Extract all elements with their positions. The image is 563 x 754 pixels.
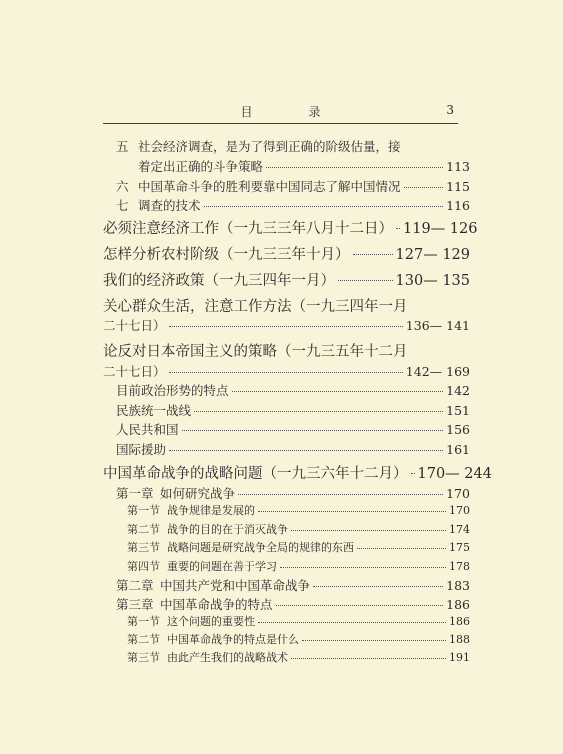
toc-entry — [103, 340, 470, 361]
dot-leader — [411, 473, 415, 474]
dot-leader — [169, 450, 443, 451]
dot-leader — [169, 326, 403, 327]
toc-entry-page: 178 — [449, 560, 470, 573]
toc-entry-number: 第一章 — [116, 486, 154, 501]
toc-entry — [103, 295, 470, 316]
toc-entry — [127, 558, 470, 574]
toc-entry-title: 怎样分析农村阶级（一九三三年十月） — [103, 247, 350, 263]
toc-entry-number: 第二节 — [127, 523, 160, 536]
toc-entry-title: 重要的问题在善于学习 — [167, 560, 277, 573]
toc-entry — [103, 243, 470, 264]
dot-leader — [404, 187, 444, 188]
toc-entry-page: 186 — [446, 597, 470, 612]
dot-leader — [182, 430, 444, 431]
toc-entry-title: 我们的经济政策（一九三四年一月） — [103, 273, 335, 289]
toc-entry-page: 170 — [449, 504, 470, 517]
toc-entry-page: 151 — [446, 403, 470, 418]
toc-entry-number: 第一节 — [127, 504, 160, 517]
toc-entry-page: 115 — [446, 179, 470, 194]
toc-entry-page: 156 — [446, 422, 470, 437]
toc-entry-page: 174 — [449, 523, 470, 536]
page-number: 3 — [446, 103, 454, 117]
dot-leader — [238, 494, 443, 495]
toc-entry — [116, 576, 470, 594]
toc-entry — [127, 502, 470, 518]
toc-entry-title: 人民共和国 — [116, 422, 179, 437]
toc-entry — [116, 420, 470, 438]
toc-entry-title: 战争的目的在于消灭战争 — [167, 523, 288, 536]
toc-entry-title: 中国革命战争的特点是什么 — [167, 633, 299, 646]
dot-leader — [276, 605, 444, 606]
toc-entry-page: 127— 129 — [395, 247, 470, 263]
toc-entry-title: 如何研究战争 — [160, 486, 236, 501]
toc-entry-page: 130— 135 — [395, 273, 470, 289]
toc-entry-page: 183 — [446, 578, 470, 593]
toc-entry — [116, 440, 470, 458]
dot-leader — [258, 511, 446, 512]
toc-entry — [103, 269, 470, 290]
toc-entry-number: 第三节 — [127, 541, 160, 554]
toc-entry — [116, 484, 470, 502]
toc-entry-page: 188 — [449, 633, 470, 646]
dot-leader — [291, 530, 446, 531]
toc-entry-title: 国际援助 — [116, 442, 167, 457]
toc-entry-number: 六 — [116, 179, 129, 194]
toc-entry — [127, 613, 470, 629]
dot-leader — [266, 167, 443, 168]
toc-entry-title: 着定出正确的斗争策略 — [138, 159, 264, 174]
toc-entry-page: 170— 244 — [417, 466, 492, 482]
toc-entry — [127, 631, 470, 647]
toc-entry-page: 191 — [449, 651, 470, 664]
dot-leader — [338, 280, 393, 281]
toc-entry-page: 175 — [449, 541, 470, 554]
dot-leader — [302, 640, 446, 641]
dot-leader — [232, 391, 444, 392]
toc-entry — [116, 381, 470, 399]
toc-entry-title: 战争规律是发展的 — [167, 504, 255, 517]
toc-entry — [127, 539, 470, 555]
dot-leader — [194, 411, 443, 412]
toc-entry-page: 186 — [449, 615, 470, 628]
toc-entry — [103, 462, 492, 483]
toc-entry-title: 调查的技术 — [138, 198, 201, 213]
dot-leader — [280, 567, 446, 568]
toc-entry-title: 关心群众生活，注意工作方法（一九三四年一月 — [103, 299, 408, 315]
toc-entry — [138, 157, 470, 175]
toc-entry — [116, 177, 470, 195]
toc-entry — [116, 401, 470, 419]
toc-entry-title: 由此产生我们的战略战术 — [167, 651, 288, 664]
toc-entry — [116, 595, 470, 613]
toc-entry-title: 中国革命斗争的胜利要靠中国同志了解中国情况 — [138, 179, 401, 194]
toc-entry — [127, 521, 470, 537]
dot-leader — [291, 658, 446, 659]
toc-entry — [103, 217, 478, 238]
toc-entry-number: 七 — [116, 198, 129, 213]
toc-entry-title: 二十七日） — [103, 318, 166, 333]
toc-entry-title: 中国革命战争的特点 — [160, 597, 273, 612]
dot-leader — [357, 548, 446, 549]
toc-entry-page: 170 — [446, 486, 470, 501]
dot-leader — [258, 622, 446, 623]
toc-entry-page: 142— 169 — [405, 364, 470, 379]
toc-entry-page: 119— 126 — [403, 221, 478, 237]
toc-entry-number: 第一节 — [127, 615, 160, 628]
toc-entry-title: 必须注意经济工作（一九三三年八月十二日） — [103, 221, 393, 237]
toc-entry-number: 第二章 — [116, 578, 154, 593]
dot-leader — [169, 372, 403, 373]
dot-leader — [353, 254, 393, 255]
toc-entry-number: 第四节 — [127, 560, 160, 573]
toc-entry — [116, 137, 470, 155]
header-title: 目 录 — [240, 105, 343, 119]
toc-entry-title: 民族统一战线 — [116, 403, 192, 418]
toc-entry-title: 目前政治形势的特点 — [116, 383, 229, 398]
toc-entry-title: 社会经济调查，是为了得到正确的阶级估量，接 — [138, 139, 401, 154]
toc-entry-number: 第三章 — [116, 597, 154, 612]
toc-entry-title: 中国革命战争的战略问题（一九三六年十二月） — [103, 466, 408, 482]
dot-leader — [204, 206, 444, 207]
toc-entry-page: 116 — [446, 198, 470, 213]
toc-entry — [103, 316, 470, 334]
toc-entry-title: 中国共产党和中国革命战争 — [160, 578, 311, 593]
toc-entry-title: 论反对日本帝国主义的策略（一九三五年十二月 — [103, 344, 408, 360]
toc-entry-number: 第三节 — [127, 651, 160, 664]
dot-leader — [313, 586, 443, 587]
toc-entry-title: 战略问题是研究战争全局的规律的东西 — [167, 541, 354, 554]
toc-entry-number: 五 — [116, 139, 129, 154]
toc-entry-page: 161 — [446, 442, 470, 457]
dot-leader — [396, 228, 400, 229]
toc-entry-page: 113 — [446, 159, 470, 174]
toc-entry — [103, 362, 470, 380]
toc-entry-title: 这个问题的重要性 — [167, 615, 255, 628]
toc-entry-number: 第二节 — [127, 633, 160, 646]
toc-entry — [116, 196, 470, 214]
toc-entry-page: 136— 141 — [405, 318, 470, 333]
toc-entry — [127, 649, 470, 665]
toc-entry-page: 142 — [446, 383, 470, 398]
toc-entry-title: 二十七日） — [103, 364, 166, 379]
